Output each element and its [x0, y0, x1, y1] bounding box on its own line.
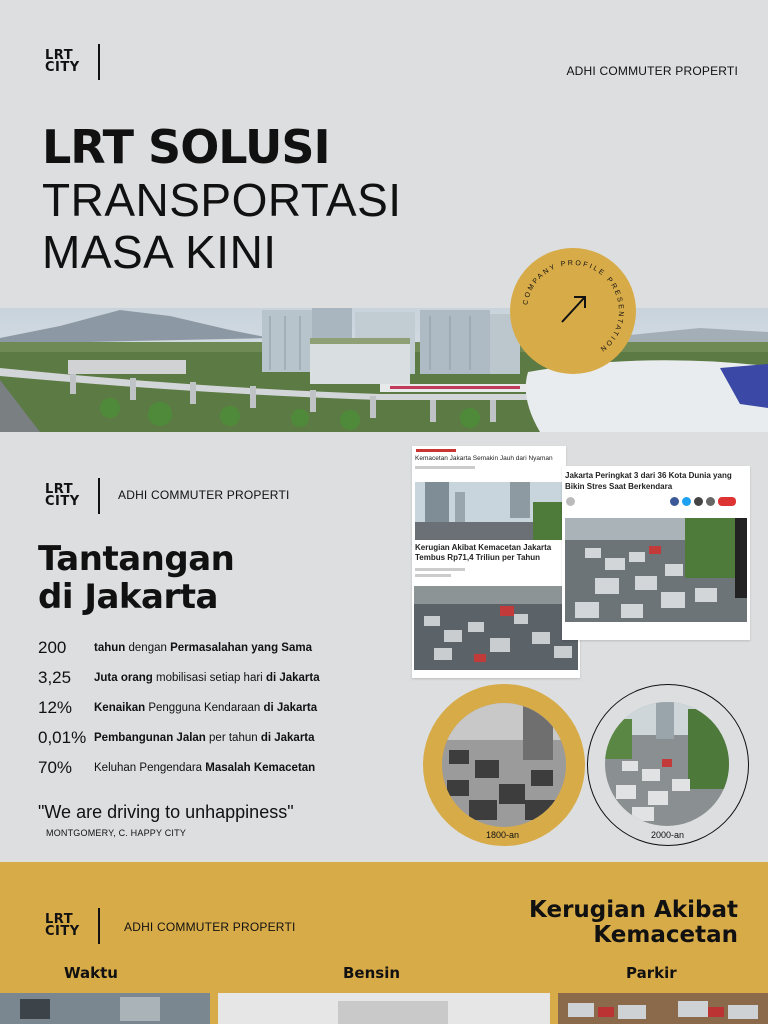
stat-row — [38, 758, 315, 778]
parking-photo — [558, 993, 768, 1024]
stat-text-mid: dengan — [125, 642, 171, 654]
stat-text-b1: tahun — [94, 642, 126, 654]
stat-text-pre: Keluhan Pengendara — [94, 762, 206, 774]
challenges-title-line2: di Jakarta — [38, 577, 218, 617]
news-clipping-1-title: Kemacetan Jakarta Semakin Jauh dari Nyaman — [415, 455, 553, 462]
logo-divider — [98, 478, 100, 514]
share-icons — [670, 497, 736, 506]
company-name: ADHI COMMUTER PROPERTI — [566, 64, 738, 78]
stat-text-b2: di Jakarta — [260, 732, 315, 744]
logo-divider — [98, 44, 100, 80]
stat-text-b2: Masalah Kemacetan — [205, 762, 316, 774]
logo-line2: CITY — [45, 924, 80, 939]
hero-title-line2: TRANSPORTASI — [42, 174, 402, 226]
quote: "We are driving to unhappiness" — [38, 802, 294, 822]
losses-title-line2: Kemacetan — [593, 922, 738, 948]
stat-number: 70% — [38, 758, 73, 777]
losses-title — [529, 898, 738, 948]
stat-text-mid: Pengguna Kendaraan — [145, 702, 264, 714]
logo-section3 — [45, 908, 100, 944]
stat-text-b1: Kenaikan — [94, 702, 146, 714]
stat-description — [94, 762, 315, 774]
era-1800-label: 1800-an — [486, 830, 520, 840]
stat-row — [38, 638, 312, 658]
company-name-section2: ADHI COMMUTER PROPERTI — [118, 488, 290, 502]
era-1800-photo — [423, 684, 585, 846]
news-clipping-2-title: Kerugian Akibat Kemacetan Jakarta Tembus Rp71,4 Triliun per Tahun — [415, 543, 552, 562]
hero-title-line3: MASA KINI — [42, 226, 277, 278]
svg-text:COMPANY PROFILE PRESENTATION: COMPANY PROFILE PRESENTATION — [522, 259, 625, 354]
logo-divider — [98, 908, 100, 944]
news-clipping-1-photo — [415, 482, 563, 542]
facebook-icon[interactable] — [670, 497, 679, 506]
news-meta — [415, 568, 465, 571]
column-label-fuel: Bensin — [343, 964, 401, 982]
stat-number: 0,01% — [38, 728, 87, 747]
stat-text-b1: Pembangunan Jalan — [94, 732, 206, 744]
news-meta — [415, 574, 451, 577]
stat-text-mid: mobilisasi setiap hari — [152, 672, 266, 684]
logo-line1: LRT — [45, 48, 74, 63]
arrow-up-right-icon — [554, 288, 594, 328]
stat-text-mid: per tahun — [205, 732, 261, 744]
fuel-photo — [218, 993, 550, 1024]
era-2000-photo — [587, 684, 749, 846]
challenges-title-line1: Tantangan — [38, 539, 235, 579]
hero-cityscape-image — [0, 308, 768, 432]
author-avatar — [566, 497, 575, 506]
stat-row — [38, 728, 315, 748]
stat-text-b2: di Jakarta — [265, 672, 320, 684]
stat-row — [38, 668, 320, 688]
stat-number: 12% — [38, 698, 73, 717]
logo-section2 — [45, 478, 100, 514]
logo-line2: CITY — [45, 494, 80, 509]
era-2000-label: 2000-an — [651, 830, 685, 840]
stat-description — [94, 642, 312, 654]
company-profile-badge — [510, 248, 636, 374]
news-clipping-3-title: Jakarta Peringkat 3 dari 36 Kota Dunia yang Bikin Stres Saat Berkendara — [565, 471, 732, 491]
stat-number: 3,25 — [38, 668, 72, 687]
column-label-parking: Parkir — [626, 964, 677, 982]
subscribe-icon[interactable] — [718, 497, 736, 506]
news-clipping-3 — [562, 466, 750, 640]
whatsapp-icon[interactable] — [694, 497, 703, 506]
share-icon[interactable] — [706, 497, 715, 506]
news-source-bar — [416, 449, 456, 452]
news-clipping-1 — [412, 446, 566, 546]
losses-title-line1: Kerugian Akibat — [529, 897, 738, 923]
stat-description — [94, 732, 315, 744]
stat-description — [94, 672, 320, 684]
news-clipping-2-photo — [414, 586, 578, 670]
stat-text-b2: di Jakarta — [263, 702, 318, 714]
news-clipping-2 — [412, 540, 580, 678]
logo-line1: LRT — [45, 912, 74, 927]
stat-text-b2: Permasalahan yang Sama — [170, 642, 312, 654]
stat-row — [38, 698, 317, 718]
logo — [45, 44, 100, 80]
news-clipping-3-photo — [565, 518, 747, 622]
twitter-icon[interactable] — [682, 497, 691, 506]
company-name-section3: ADHI COMMUTER PROPERTI — [124, 920, 296, 934]
stat-description — [94, 702, 317, 714]
stat-text-b1: Juta orang — [94, 672, 153, 684]
hero-title-bold: LRT SOLUSI — [42, 120, 330, 174]
column-label-time: Waktu — [64, 964, 118, 982]
quote-source: MONTGOMERY, C. HAPPY CITY — [46, 828, 187, 838]
news-meta — [415, 466, 475, 469]
logo-line1: LRT — [45, 482, 74, 497]
time-photo — [0, 993, 210, 1024]
logo-line2: CITY — [45, 60, 80, 75]
stat-number: 200 — [38, 638, 67, 657]
